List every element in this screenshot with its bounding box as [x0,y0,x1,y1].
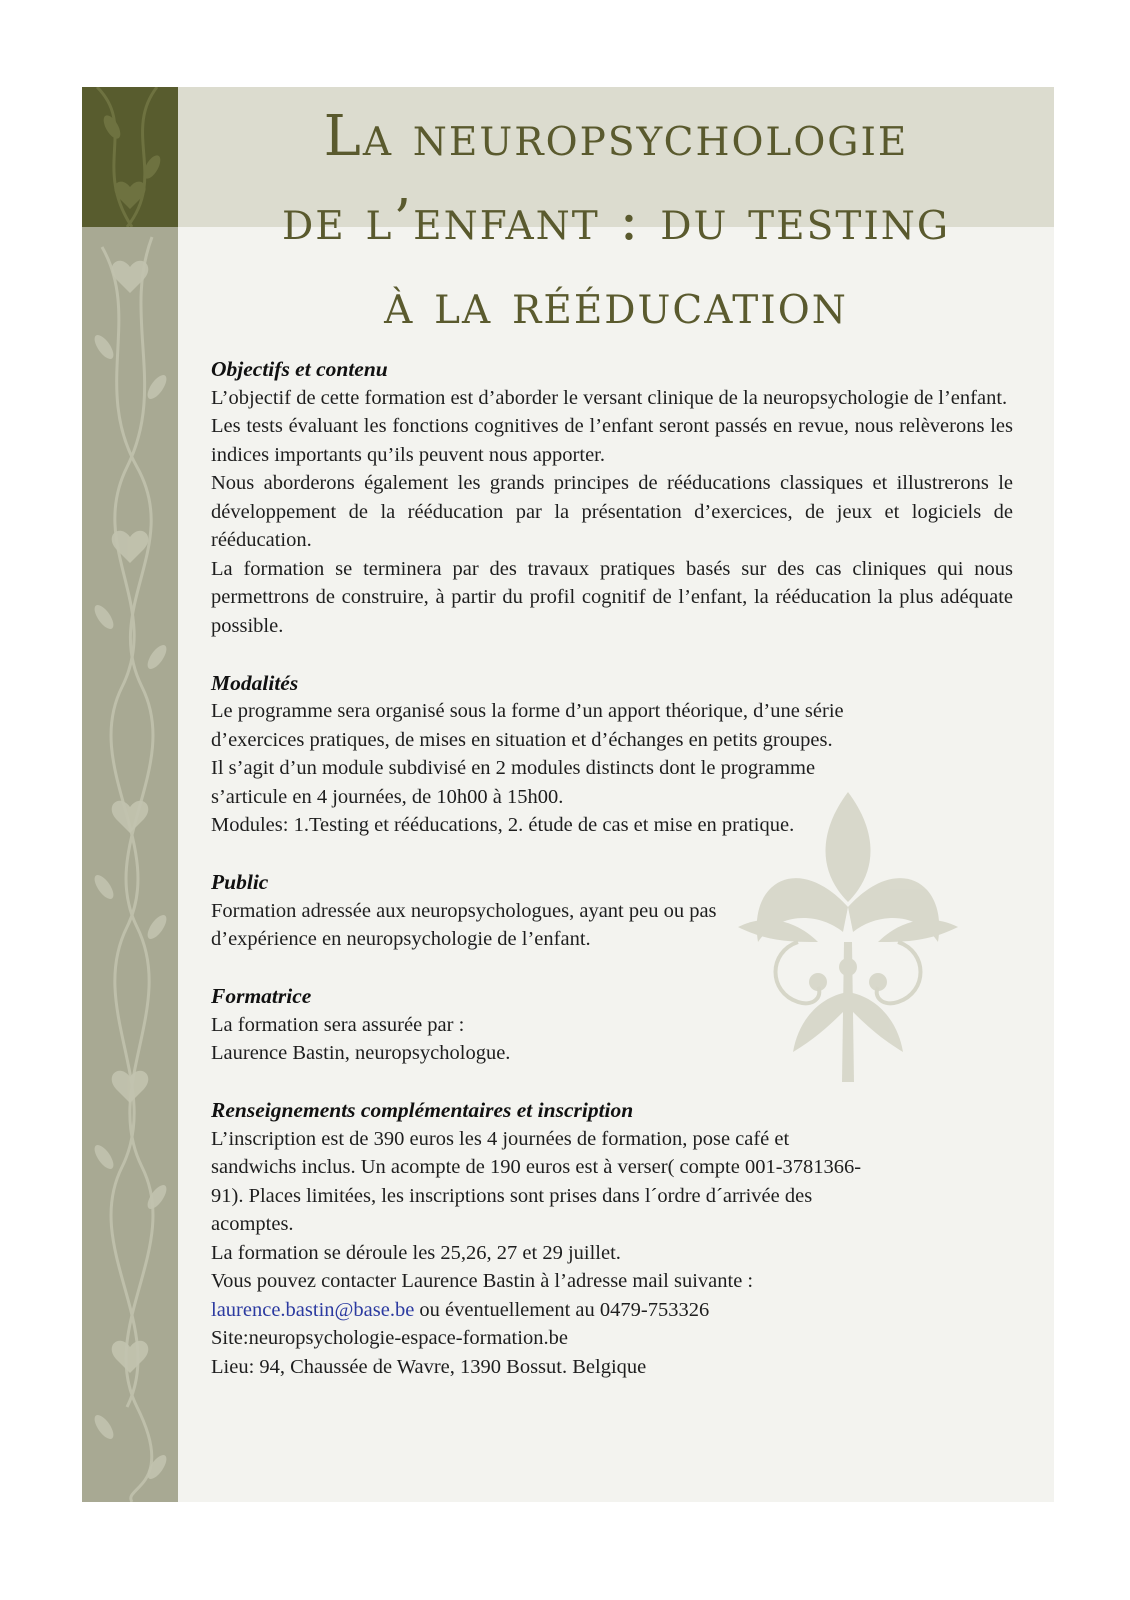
text-line: La formation sera assurée par : [211,1013,465,1036]
text-line: Formation adressée aux neuropsychologues, ayant peu ou pas [211,899,717,922]
section-formatrice [211,982,1013,1068]
text-line: Le programme sera organisé sous la forme d’un apport théorique, d’une série [211,700,844,722]
text-line: Modules: 1.Testing et rééducations, 2. étude de cas et mise en pratique. [211,814,795,836]
contact-line [211,1296,1013,1325]
email-link[interactable]: laurence.bastin@base.be [211,1298,415,1321]
sidebar-ornament-strip [82,87,178,1502]
page-title [178,95,1054,347]
text-line: s’articule en 4 journées, de 10h00 à 15h00. [211,785,564,808]
section-heading: Modalités [211,670,299,695]
section-heading: Public [211,870,269,894]
content-body [211,355,1013,1381]
title-line: à la rééducation [384,272,848,337]
text-line: L’inscription est de 390 euros les 4 journées de formation, pose café et [211,1127,790,1150]
title-line: de l’enfant : du testing [281,188,951,253]
text-line: acomptes. [211,1213,294,1235]
leaf-ornament-icon [82,87,178,1502]
section-heading: Renseignements complémentaires et inscription [211,1098,634,1122]
text-line: sandwichs inclus. Un acompte de 190 euros est à verser( compte 001-3781366- [211,1156,862,1178]
sidebar-dark-header [82,87,178,227]
flyer-page [82,87,1054,1502]
section-renseignements [211,1096,1013,1381]
text-line: 91). Places limitées, les inscriptions sont prises dans l´ordre d´arrivée des [211,1184,813,1207]
section-public [211,868,1013,954]
leaf-ornament-icon [82,87,178,227]
text-line: La formation se déroule les 25,26, 27 et 29 juillet. [211,1241,621,1264]
paragraph: L’objectif de cette formation est d’aborder le versant clinique de la neuropsychologie de l’enfant. [211,386,1008,409]
text-line: d’exercices pratiques, de mises en situation et d’échanges en petits groupes. [211,728,833,751]
section-objectifs [211,355,1013,640]
paragraph: La formation se terminera par des travaux pratiques basés sur des cas cliniques qui nous permettrons de construire, à partir du profil cognitif de l’enfant, la rééducation la plus adéquate possible. [211,557,1013,637]
paragraph: Nous aborderons également les grands principes de rééducations classiques et illustrerons le développement de la rééducation par la présentation d’exercices, de jeux et logiciels de rééducation. [211,472,1013,551]
site-line: Site:neuropsychologie-espace-formation.be [211,1327,568,1349]
text-line: Il s’agit d’un module subdivisé en 2 modules distincts dont le programme [211,757,816,779]
lieu-line: Lieu: 94, Chaussée de Wavre, 1390 Bossut. Belgique [211,1355,647,1378]
section-heading: Formatrice [211,984,312,1008]
text-line: Vous pouvez contacter Laurence Bastin à l’adresse mail suivante : [211,1270,754,1292]
title-line: La neuropsychologie [323,104,909,169]
section-heading: Objectifs et contenu [211,357,388,381]
section-modalites [211,669,1013,840]
paragraph: Les tests évaluant les fonctions cognitives de l’enfant seront passés en revue, nous relèverons les indices importants qu’ils peuvent nous apporter. [211,415,1013,466]
text-line: d’expérience en neuropsychologie de l’enfant. [211,928,591,950]
phone-text: ou éventuellement au 0479-753326 [414,1298,710,1321]
text-line: Laurence Bastin, neuropsychologue. [211,1042,511,1064]
